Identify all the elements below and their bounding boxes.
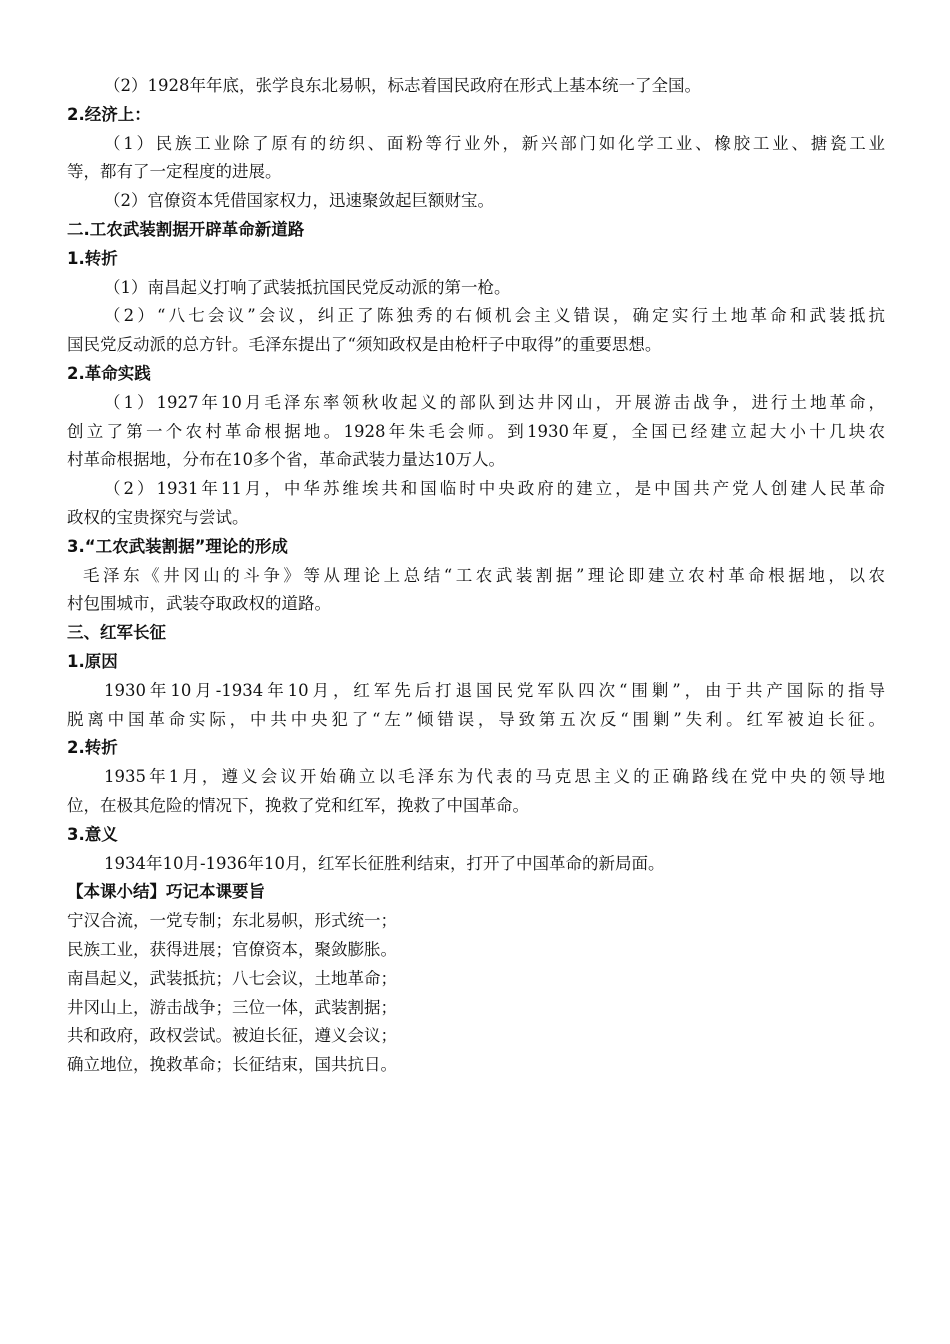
text-line: 共和政府，政权尝试。被迫长征，遵义会议； [67,1026,397,1046]
text-line: 村包围城市，武装夺取政权的道路。 [67,594,331,614]
section-heading: 【本课小结】巧记本课要旨 [67,882,265,902]
text-line: 等，都有了一定程度的进展。 [67,162,282,182]
text-line: 毛泽东《井冈山的斗争》等从理论上总结“工农武装割据”理论即建立农村革命根据地，以农 [83,565,885,585]
section-heading: 2.转折 [67,738,118,758]
section-heading: 二.工农武装割据开辟革命新道路 [67,219,305,239]
document-body [67,72,885,1080]
text-line: 1930年10月-1934年10月，红军先后打退国民党军队四次“围剿”，由于共产国际的指导 [104,680,885,700]
text-line: 村革命根据地，分布在10多个省，革命武装力量达10万人。 [67,450,505,470]
section-heading: 1.原因 [67,651,118,671]
text-line: 确立地位，挽救革命；长征结束，国共抗日。 [67,1055,397,1075]
text-line: （2）1931年11月，中华苏维埃共和国临时中央政府的建立，是中国共产党人创建人民革命 [104,479,885,499]
section-heading: 三、红军长征 [67,623,166,643]
section-heading: 2.革命实践 [67,363,151,383]
text-line: 脱离中国革命实际，中共中央犯了“左”倾错误，导致第五次反“围剿”失利。红军被迫长征。 [67,709,885,729]
text-line: 1935年1月，遵义会议开始确立以毛泽东为代表的马克思主义的正确路线在党中央的领导地 [104,767,885,787]
text-line: 宁汉合流，一党专制；东北易帜，形式统一； [67,911,397,931]
text-line: 井冈山上，游击战争；三位一体，武装割据； [67,997,397,1017]
text-line: 位，在极其危险的情况下，挽救了党和红军，挽救了中国革命。 [67,795,529,815]
text-line: 政权的宝贵探究与尝试。 [67,507,249,527]
section-heading: 1.转折 [67,248,118,268]
text-line: （2）官僚资本凭借国家权力，迅速聚敛起巨额财宝。 [104,191,494,211]
text-line: 国民党反动派的总方针。毛泽东提出了“须知政权是由枪杆子中取得”的重要思想。 [67,335,662,355]
text-line: 1934年10月-1936年10月，红军长征胜利结束，打开了中国革命的新局面。 [104,853,665,873]
section-heading: 3.“工农武装割据”理论的形成 [67,536,288,556]
text-line: （1）1927年10月毛泽东率领秋收起义的部队到达井冈山，开展游击战争，进行土地革命， [104,392,885,412]
text-line: （2）1928年年底，张学良东北易帜，标志着国民政府在形式上基本统一了全国。 [104,76,701,95]
text-line: 民族工业，获得进展；官僚资本，聚敛膨胀。 [67,939,397,959]
text-line: （1）南昌起义打响了武装抵抗国民党反动派的第一枪。 [104,277,511,297]
text-line: （2）“八七会议”会议，纠正了陈独秀的右倾机会主义错误，确定实行土地革命和武装抵抗 [104,306,885,326]
text-line: 南昌起义，武装抵抗；八七会议，土地革命； [67,968,397,988]
text-line: 创立了第一个农村革命根据地。1928年朱毛会师。到1930年夏，全国已经建立起大小十几块农 [67,421,885,441]
section-heading: 3.意义 [67,824,118,844]
section-heading: 2.经济上： [67,104,151,124]
text-line: （1）民族工业除了原有的纺织、面粉等行业外，新兴部门如化学工业、橡胶工业、搪瓷工业 [104,133,885,153]
